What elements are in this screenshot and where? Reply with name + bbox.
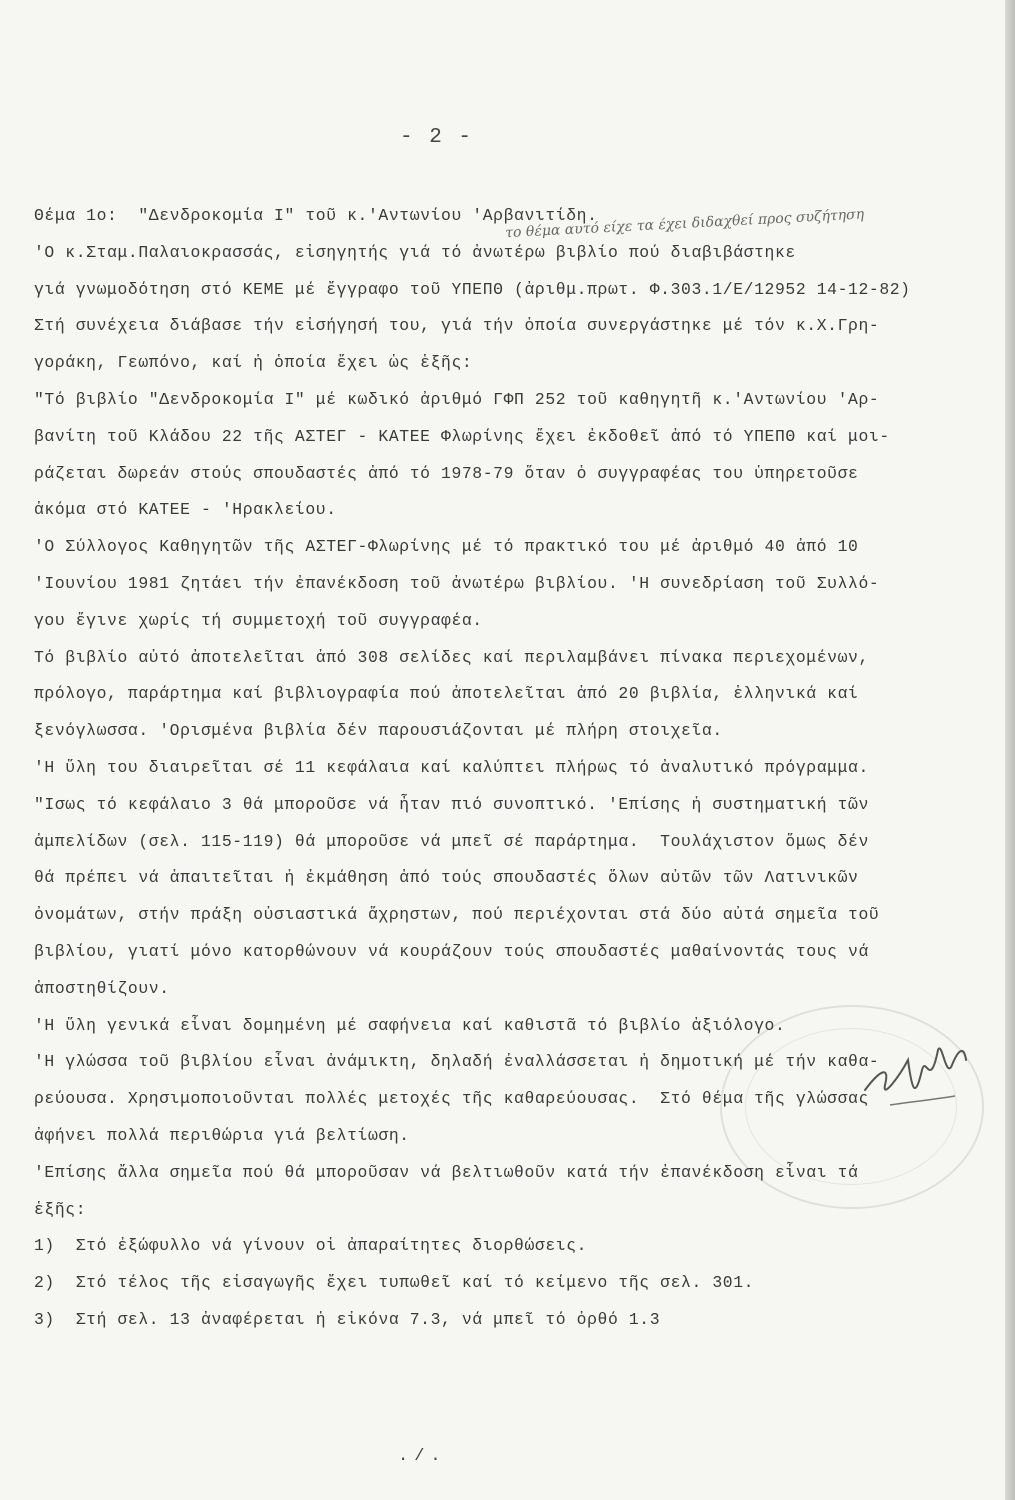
text-line: ξενόγλωσσα. 'Ορισμένα βιβλία δέν παρουσιάζονται μέ πλήρη στοιχεῖα.: [34, 721, 723, 741]
text-line: βιβλίου, γιατί μόνο κατορθώνουν νά κουράζουν τούς σπουδαστές μαθαίνοντάς τους νά: [34, 941, 869, 961]
text-line: ἀποστηθίζουν.: [34, 978, 170, 998]
list-item: 2) Στό τέλος τῆς εἰσαγωγῆς ἔχει τυπωθεῖ καί τό κείμενο τῆς σελ. 301.: [34, 1273, 755, 1293]
text-line: 'Η ὕλη γενικά εἶναι δομημένη μέ σαφήνεια καί καθιστᾶ τό βιβλίο ἀξιόλογο.: [34, 1015, 786, 1035]
text-line: πρόλογο, παράρτημα καί βιβλιογραφία πού ἀποτελεῖται ἀπό 20 βιβλία, ἑλληνικά καί: [34, 684, 859, 704]
text-line: ἀκόμα στό ΚΑΤΕΕ - 'Ηρακλείου.: [34, 500, 337, 520]
typed-body: [34, 198, 994, 1339]
text-line: γιά γνωμοδότηση στό ΚΕΜΕ μέ ἔγγραφο τοῦ ΥΠΕΠΘ (ἀριθμ.πρωτ. Φ.303.1/Ε/12952 14-12-82): [34, 279, 911, 299]
text-line: 'Ιουνίου 1981 ζητάει τήν ἐπανέκδοση τοῦ ἀνωτέρω βιβλίου. 'Η συνεδρίαση τοῦ Συλλό-: [34, 573, 880, 593]
list-item: 1) Στό ἐξώφυλλο νά γίνουν οἱ ἀπαραίτητες διορθώσεις.: [34, 1236, 588, 1256]
text-line: 'Η ὕλη του διαιρεῖται σέ 11 κεφάλαια καί καλύπτει πλήρως τό ἀναλυτικό πρόγραμμα.: [34, 757, 869, 777]
text-line: Τό βιβλίο αὐτό ἀποτελεῖται ἀπό 308 σελίδες καί περιλαμβάνει πίνακα περιεχομένων,: [34, 647, 869, 667]
text-line: βανίτη τοῦ Κλάδου 22 τῆς ΑΣΤΕΓ - ΚΑΤΕΕ Φλωρίνης ἔχει ἐκδοθεῖ ἀπό τό ΥΠΕΠΘ καί μοι-: [34, 426, 890, 446]
text-line: θά πρέπει νά ἀπαιτεῖται ἡ ἐκμάθηση ἀπό τούς σπουδαστές ὅλων αὐτῶν τῶν Λατινικῶν: [34, 868, 859, 888]
page-number: - 2 -: [400, 126, 474, 149]
text-line: 'Επίσης ἄλλα σημεῖα πού θά μποροῦσαν νά βελτιωθοῦν κατά τήν ἐπανέκδοση εἶναι τά: [34, 1162, 859, 1182]
text-line: ἀμπελίδων (σελ. 115-119) θά μποροῦσε νά μπεῖ σέ παράρτημα. Τουλάχιστον ὅμως δέν: [34, 831, 869, 851]
text-line: ρεύουσα. Χρησιμοποιοῦνται πολλές μετοχές τῆς καθαρεύουσας. Στό θέμα τῆς γλώσσας: [34, 1089, 869, 1109]
continuation-mark: ./.: [398, 1447, 447, 1466]
text-line: ράζεται δωρεάν στούς σπουδαστές ἀπό τό 1978-79 ὅταν ὁ συγγραφέας του ὑπηρετοῦσε: [34, 463, 859, 483]
text-line: "Ισως τό κεφάλαιο 3 θά μποροῦσε νά ἦταν πιό συνοπτικό. 'Επίσης ἡ συστηματική τῶν: [34, 794, 869, 814]
text-line: "Τό βιβλίο "Δενδροκομία Ι" μέ κωδικό ἀριθμό ΓΦΠ 252 τοῦ καθηγητῆ κ.'Αντωνίου 'Αρ-: [34, 389, 880, 409]
text-line: γου ἔγινε χωρίς τή συμμετοχή τοῦ συγγραφέα.: [34, 610, 483, 630]
text-line: 'Ο κ.Σταμ.Παλαιοκρασσάς, εἰσηγητής γιά τό ἀνωτέρω βιβλίο πού διαβιβάστηκε: [34, 242, 796, 262]
text-line: 'Ο Σύλλογος Καθηγητῶν τῆς ΑΣΤΕΓ-Φλωρίνης μέ τό πρακτικό του μέ ἀριθμό 40 ἀπό 10: [34, 537, 859, 557]
handwritten-note: το θέμα αυτό είχε τα έχει διδαχθεί προς συζήτηση: [504, 206, 865, 242]
text-line: ἑξῆς:: [34, 1199, 87, 1219]
text-line: ἀφήνει πολλά περιθώρια γιά βελτίωση.: [34, 1125, 410, 1145]
text-line: ὀνομάτων, στήν πράξη οὐσιαστικά ἄχρηστων, πού περιέχονται στά δύο αὐτά σημεῖα τοῦ: [34, 905, 880, 925]
page-edge: [1005, 0, 1015, 1500]
list-item: 3) Στή σελ. 13 ἀναφέρεται ἡ εἰκόνα 7.3, νά μπεῖ τό ὀρθό 1.3: [34, 1309, 661, 1329]
text-line: Στή συνέχεια διάβασε τήν εἰσήγησή του, γιά τήν ὁποία συνεργάστηκε μέ τόν κ.Χ.Γρη-: [34, 316, 880, 336]
text-line: Θέμα 1ο: "Δενδροκομία Ι" τοῦ κ.'Αντωνίου 'Αρβανιτίδη.: [34, 206, 598, 225]
text-line: 'Η γλώσσα τοῦ βιβλίου εἶναι ἀνάμικτη, δηλαδή ἐναλλάσσεται ἡ δημοτική μέ τήν καθα-: [34, 1052, 880, 1072]
text-line: γοράκη, Γεωπόνο, καί ἡ ὁποία ἔχει ὡς ἑξῆς:: [34, 353, 473, 373]
